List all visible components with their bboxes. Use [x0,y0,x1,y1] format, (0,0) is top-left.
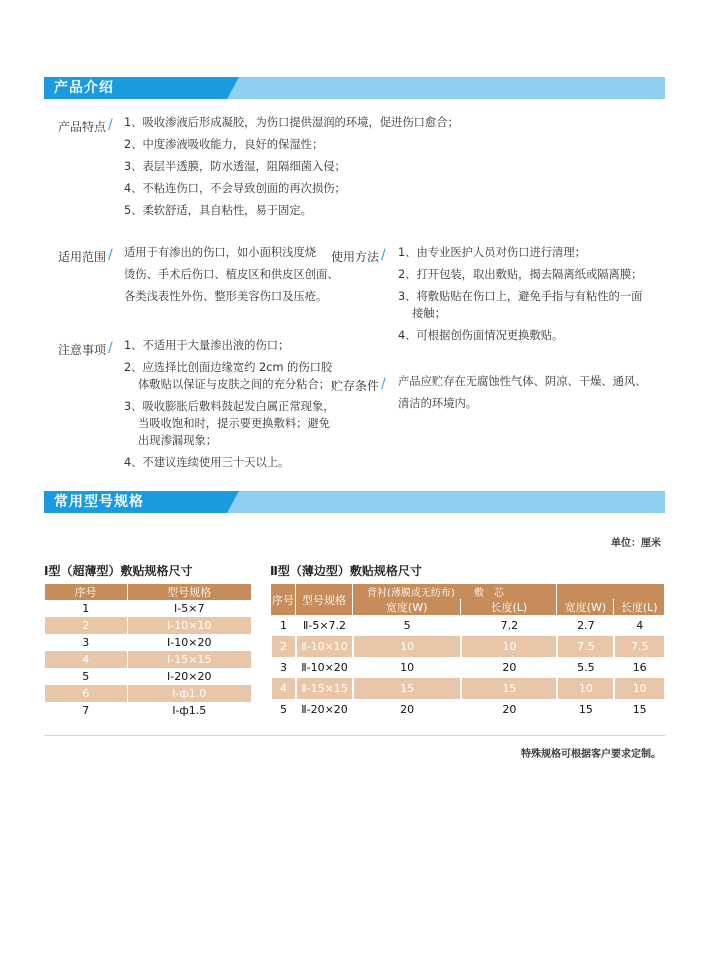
usage-label: 使用方法 [331,250,380,264]
table-cell: 20 [461,699,556,720]
table-cell: 15 [353,678,460,699]
slash-divider: / [381,376,386,392]
col-header: 宽度(W) [557,599,613,615]
table-cell: 10 [461,636,556,657]
table-row [45,668,252,685]
table-row [271,615,664,636]
table1-caption: Ⅰ型（超薄型）敷贴规格尺寸 [44,564,193,578]
feature-item: 4、不粘连伤口，不会导致创面的再次损伤； [124,182,346,195]
table-cell: 2.7 [557,615,613,636]
col-header: 长度(L) [461,599,556,615]
table-row [45,702,252,719]
storage-line: 产品应贮存在无腐蚀性气体、阴凉、干燥、通风、 [398,375,647,388]
table-cell: Ⅰ-10×20 [127,634,252,651]
storage-label: 贮存条件 [331,379,380,393]
feature-item: 1、吸收渗液后形成凝胶，为伤口提供湿润的环境，促进伤口愈合； [124,116,459,129]
intro-banner [44,77,665,99]
feature-item: 5、柔软舒适，具自粘性，易于固定。 [124,204,312,217]
slash-divider: / [381,247,386,263]
table-cell: 1 [271,615,295,636]
slash-divider: / [108,340,113,356]
table-cell: Ⅰ-10×10 [127,617,252,634]
storage-text [398,373,647,417]
col-header: 宽度(W) [353,599,460,615]
backing-header: 背衬(薄膜或无纺布) [367,588,455,599]
table-cell: 3 [271,657,295,678]
footer-note: 特殊规格可根据客户要求定制。 [521,749,661,760]
table-row [45,617,252,634]
table-cell: Ⅱ-15×15 [296,678,352,699]
table-row [45,634,252,651]
table-header-row [271,584,664,599]
table-cell: 2 [271,636,295,657]
table-cell: 5.5 [557,657,613,678]
slash-divider: / [108,247,113,263]
col-header: 型号规格 [296,584,352,615]
table-cell: 4 [271,678,295,699]
col-header-blank [557,584,664,599]
core-header: 敷 芯 [473,588,504,599]
notes-text [124,337,335,476]
table-header-row [45,584,252,600]
table-row [45,685,252,702]
table-cell: 7 [45,702,128,719]
col-header: 长度(L) [614,599,664,615]
notes-line: 出现渗漏现象； [138,434,218,447]
table-cell: 10 [614,678,664,699]
storage-line: 清洁的环境内。 [398,397,478,410]
table-cell: Ⅱ-10×20 [296,657,352,678]
slash-divider: / [108,117,113,133]
notes-line: 2、应选择比创面边缘宽约 2cm 的伤口胶 [124,361,333,374]
table-cell: Ⅰ-ф1.0 [127,685,252,702]
table-cell: 7.2 [461,615,556,636]
table-row [45,600,252,617]
spec-banner [44,491,665,513]
table-cell: 7.5 [614,636,664,657]
col-header-group [353,584,556,599]
table-cell: 5 [353,615,460,636]
table-cell: 6 [45,685,128,702]
features-list [124,114,459,224]
usage-line: 2、打开包装，取出敷贴，揭去隔离纸或隔离膜； [398,268,643,281]
table-cell: 16 [614,657,664,678]
usage-line: 3、将敷贴贴在伤口上，避免手指与有粘性的一面 [398,290,643,303]
table-cell: 4 [614,615,664,636]
spec-title: 常用型号规格 [54,494,144,510]
table-row [271,657,664,678]
table-cell: 15 [461,678,556,699]
notes-line: 4、不建议连续使用三十天以上。 [124,456,290,469]
table-cell: 15 [557,699,613,720]
col-header: 序号 [45,584,128,600]
features-label: 产品特点 [58,120,107,134]
table-cell: Ⅱ-5×7.2 [296,615,352,636]
table-cell: 20 [461,657,556,678]
table-cell: 1 [45,600,128,617]
usage-line: 1、由专业医护人员对伤口进行清理； [398,246,586,259]
table-cell: Ⅰ-15×15 [127,651,252,668]
unit-note: 单位：厘米 [611,538,661,549]
scope-label: 适用范围 [58,250,107,264]
col-header: 序号 [271,584,295,615]
table2 [270,584,665,720]
table-cell: 15 [614,699,664,720]
table-cell: 2 [45,617,128,634]
table-cell: Ⅱ-10×10 [296,636,352,657]
table-cell: 3 [45,634,128,651]
table-cell: 10 [557,678,613,699]
table-cell: 5 [45,668,128,685]
table-cell: 10 [353,636,460,657]
notes-line: 3、吸收膨胀后敷料鼓起发白属正常现象， [124,400,335,413]
table-cell: 20 [353,699,460,720]
usage-line: 接触； [412,307,446,320]
table-cell: Ⅱ-20×20 [296,699,352,720]
feature-item: 3、表层半透膜，防水透湿，阻隔细菌入侵； [124,160,346,173]
notes-label: 注意事项 [58,343,107,357]
section-divider [44,735,665,736]
intro-title: 产品介绍 [54,80,114,96]
table-row [45,651,252,668]
notes-line: 当吸收饱和时，提示要更换敷料；避免 [138,417,331,430]
scope-line: 烫伤、手术后伤口、植皮区和供皮区创面、 [124,268,339,281]
scope-text [124,244,339,310]
table-cell: Ⅰ-ф1.5 [127,702,252,719]
notes-line: 1、不适用于大量渗出液的伤口； [124,339,290,352]
table-cell: Ⅰ-20×20 [127,668,252,685]
feature-item: 2、中度渗液吸收能力，良好的保湿性； [124,138,324,151]
table-row [271,636,664,657]
table1 [44,584,252,719]
table-cell: 5 [271,699,295,720]
table-cell: 7.5 [557,636,613,657]
table-cell: 10 [353,657,460,678]
table-cell: Ⅰ-5×7 [127,600,252,617]
table-row [271,678,664,699]
table2-caption: Ⅱ型（薄边型）敷贴规格尺寸 [270,564,422,578]
usage-line: 4、可根据创伤面情况更换敷贴。 [398,329,564,342]
scope-line: 各类浅表性外伤、整形美容伤口及压疮。 [124,290,328,303]
usage-text [398,244,642,349]
notes-line: 体敷贴以保证与皮肤之间的充分粘合； [138,378,331,391]
scope-line: 适用于有渗出的伤口，如小面积浅度烧 [124,246,317,259]
table-cell: 4 [45,651,128,668]
col-header: 型号规格 [127,584,252,600]
table-row [271,699,664,720]
